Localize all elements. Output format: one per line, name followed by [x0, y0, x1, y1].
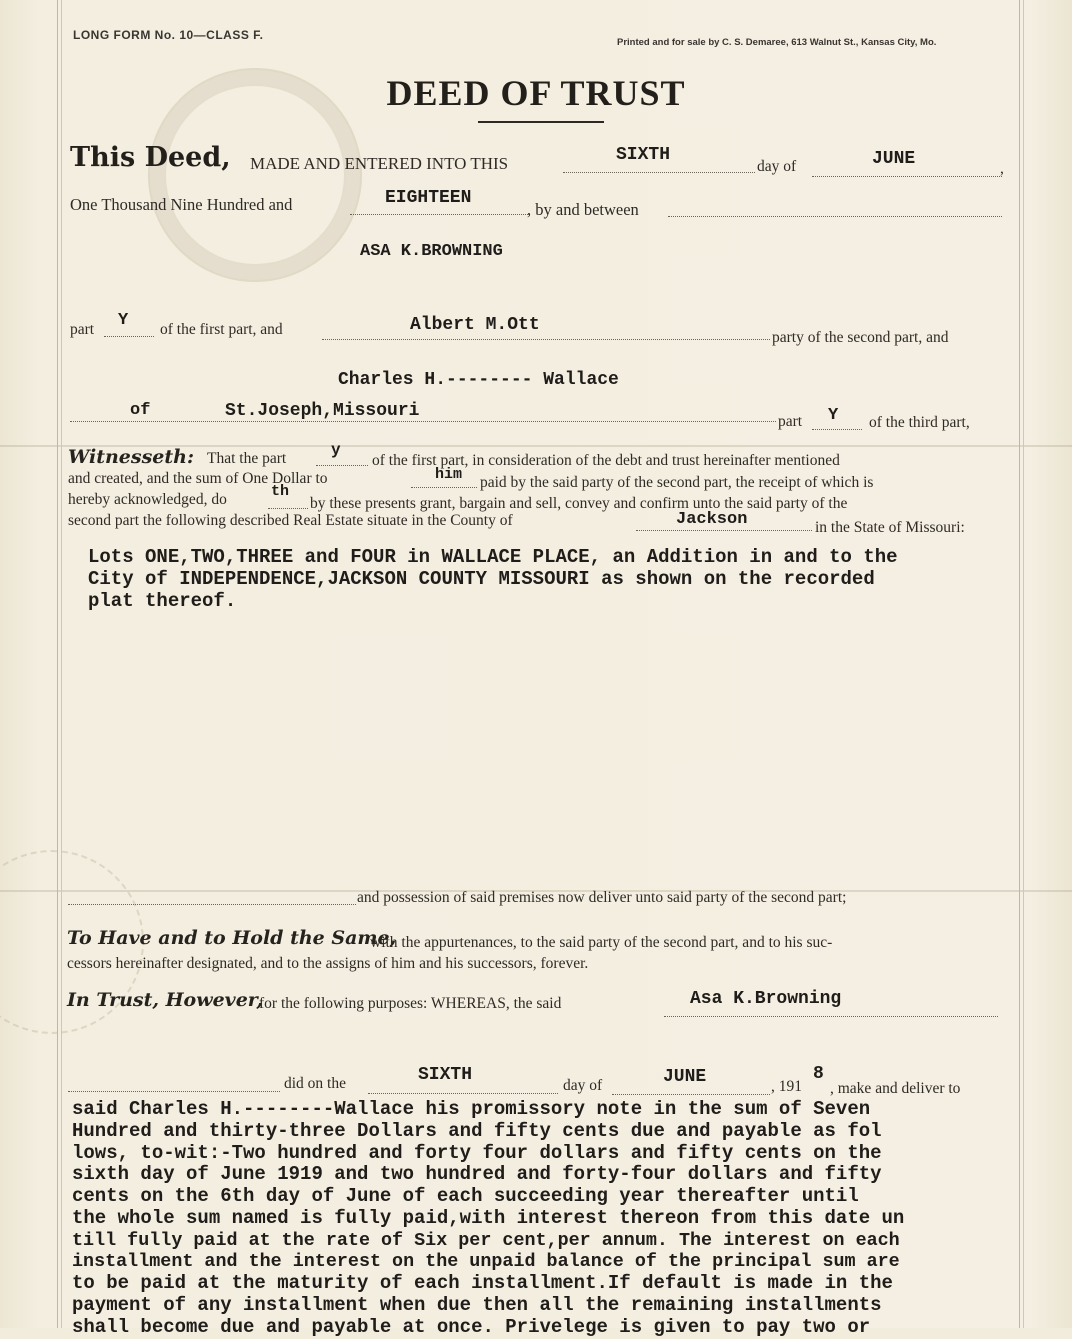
- note-month-blank: [612, 1094, 770, 1095]
- witness-line4-a: second part the following described Real Estate situate in the County of: [68, 512, 513, 529]
- possession-blank: [68, 904, 356, 905]
- note-year-prefix: , 191: [771, 1078, 802, 1095]
- part-blank: [104, 336, 154, 337]
- grantor-name: Asa K.Browning: [690, 989, 842, 1009]
- day-blank: [563, 172, 755, 173]
- title-underline: [478, 121, 604, 123]
- form-number: LONG FORM No. 10—CLASS F.: [73, 28, 264, 42]
- note-year-digit: 8: [813, 1064, 824, 1084]
- part-blank-third: [812, 429, 862, 430]
- property-line: plat thereof.: [88, 590, 237, 612]
- note-day-value: SIXTH: [418, 1065, 473, 1085]
- county-blank: [636, 530, 812, 531]
- note-term-line: Hundred and thirty-three Dollars and fifty cents due and payable as fol: [72, 1120, 882, 1142]
- witness-line4-b: in the State of Missouri:: [815, 519, 965, 536]
- note-month-value: JUNE: [663, 1067, 707, 1087]
- of-first-part-text: of the first part, and: [160, 321, 283, 338]
- year-value: EIGHTEEN: [385, 188, 472, 208]
- him-blank: [411, 487, 477, 488]
- grantor-blank: [664, 1016, 998, 1017]
- note-day-of-text: day of: [563, 1077, 603, 1094]
- him-value: him: [435, 466, 463, 483]
- trust-lead: In Trust, However,: [67, 989, 264, 1011]
- third-party-place: St.Joseph,Missouri: [225, 401, 420, 421]
- between-blank: [668, 216, 1002, 217]
- year-text: One Thousand Nine Hundred and: [70, 195, 293, 214]
- witness-text-1: That the part: [207, 450, 287, 467]
- note-term-line: sixth day of June 1919 and two hundred and forty-four dollars and fifty: [72, 1163, 882, 1185]
- second-party-blank: [322, 339, 770, 340]
- witness-part-suffix: y: [331, 441, 341, 459]
- first-party-name: ASA K.BROWNING: [360, 242, 503, 261]
- part-suffix-third: Y: [828, 406, 839, 425]
- third-party-address-blank: [70, 421, 776, 422]
- possession-text: and possession of said premises now deliver unto said party of the second part;: [357, 889, 847, 906]
- part-text-third: part: [778, 413, 803, 430]
- of-third-part-text: of the third part,: [869, 414, 970, 431]
- witness-line3-b: by these presents grant, bargain and sell, convey and confirm unto the said party of the: [310, 495, 848, 512]
- trust-text: for the following purposes: WHEREAS, the said: [259, 995, 562, 1012]
- of-word: of: [130, 401, 151, 420]
- right-margin-line: [1023, 0, 1024, 1328]
- note-term-line: to be paid at the maturity of each installment.If default is made in the: [72, 1272, 893, 1294]
- note-term-line: lows, to-wit:-Two hundred and forty four dollars and fifty cents on the: [72, 1142, 882, 1164]
- witness-text-2: of the first part, in consideration of the debt and trust hereinafter mentioned: [372, 452, 840, 469]
- th-blank: [268, 508, 308, 509]
- left-margin-line: [57, 0, 58, 1328]
- note-day-blank: [368, 1093, 558, 1094]
- note-term-line: the whole sum named is fully paid,with interest thereon from this date un: [72, 1207, 905, 1229]
- note-term-line: payment of any installment when due then all the remaining installments: [72, 1294, 882, 1316]
- note-term-line: cents on the 6th day of June of each succeeding year thereafter until: [72, 1185, 859, 1207]
- second-party-label: party of the second part, and: [772, 329, 949, 346]
- comma: ,: [1000, 160, 1004, 177]
- note-term-line: shall become due and payable at once. Privelege is given to pay two or: [72, 1316, 871, 1338]
- second-party-name: Albert M.Ott: [410, 315, 540, 335]
- witness-line3-a: hereby acknowledged, do: [68, 491, 227, 508]
- month-value: JUNE: [872, 149, 916, 169]
- property-line: City of INDEPENDENCE,JACKSON COUNTY MISSOURI as shown on the recorded: [88, 568, 875, 590]
- by-and-between-text: , by and between: [527, 200, 639, 219]
- note-term-line: till fully paid at the rate of Six per cent,per annum. The interest on each: [72, 1230, 900, 1251]
- note-term-line: installment and the interest on the unpaid balance of the principal sum are: [72, 1251, 900, 1272]
- day-of-text: day of: [757, 158, 797, 175]
- witness-line2-a: and created, and the sum of One Dollar to: [68, 470, 328, 487]
- make-deliver-text: , make and deliver to: [830, 1080, 961, 1097]
- witness-line2-b: paid by the said party of the second part, the receipt of which is: [480, 474, 874, 491]
- right-margin-line: [1019, 0, 1020, 1328]
- printer-credit: Printed and for sale by C. S. Demaree, 613 Walnut St., Kansas City, Mo.: [617, 37, 937, 48]
- part-text: part: [70, 321, 95, 338]
- county-value: Jackson: [676, 510, 748, 529]
- note-line-blank: [68, 1091, 280, 1092]
- deed-lead: This Deed,: [70, 142, 231, 173]
- did-on-text: did on the: [284, 1075, 346, 1092]
- property-line: Lots ONE,TWO,THREE and FOUR in WALLACE PLACE, an Addition in and to the: [88, 546, 898, 568]
- habendum-text-1: with the appurtenances, to the said party of the second part, and to his suc-: [370, 934, 833, 951]
- day-value: SIXTH: [616, 145, 671, 165]
- part-suffix: Y: [118, 311, 129, 330]
- document-title: DEED OF TRUST: [386, 73, 686, 113]
- month-blank: [812, 176, 1002, 177]
- made-entered-text: MADE AND ENTERED INTO THIS: [250, 154, 509, 173]
- year-blank: [350, 214, 528, 215]
- note-term-line: said Charles H.--------Wallace his promissory note in the sum of Seven: [72, 1098, 871, 1120]
- witnesseth-lead: Witnesseth:: [68, 446, 194, 468]
- part-blank-witness: [316, 465, 368, 466]
- th-value: th: [271, 483, 290, 500]
- third-party-name: Charles H.-------- Wallace: [338, 370, 619, 390]
- habendum-lead: To Have and to Hold the Same,: [67, 927, 397, 949]
- habendum-text-2: cessors hereinafter designated, and to the assigns of him and his successors, forever.: [67, 955, 589, 972]
- left-margin-line: [61, 0, 62, 1328]
